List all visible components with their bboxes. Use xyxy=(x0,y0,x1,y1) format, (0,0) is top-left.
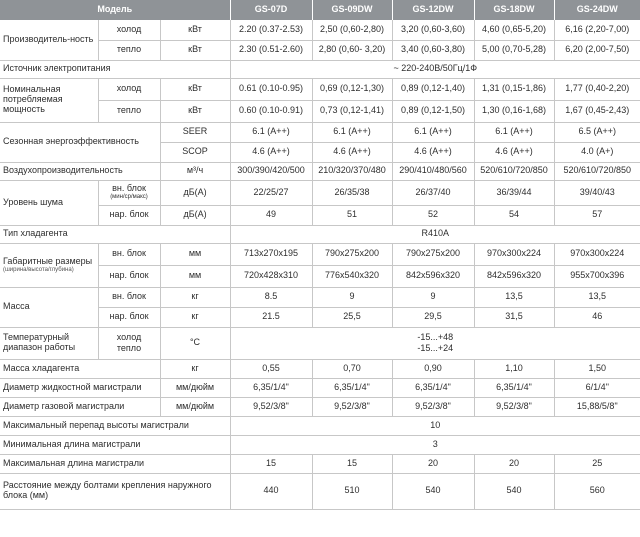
temp-range-values-cell xyxy=(230,327,640,359)
value-cell: 6,16 (2,20-7,00) xyxy=(554,20,640,40)
mode-label: тепло xyxy=(98,100,160,122)
max-height-row xyxy=(0,416,640,435)
unit-label: °С xyxy=(160,327,230,359)
value-cell: 6,20 (2,00-7,50) xyxy=(554,40,640,60)
min-length-row xyxy=(0,435,640,454)
value-cell: 4.6 (A++) xyxy=(474,142,554,162)
value-cell: 440 xyxy=(230,473,312,509)
refrigerant-mass-label: Масса хладагента xyxy=(0,359,160,378)
value-cell: 51 xyxy=(312,205,392,225)
unit-label: кг xyxy=(160,359,230,378)
gas-pipe-row xyxy=(0,397,640,416)
value-cell: 776x540x320 xyxy=(312,265,392,287)
mode-label: холод xyxy=(98,78,160,100)
value-cell: 54 xyxy=(474,205,554,225)
temp-cool-value: -15...+48 xyxy=(417,332,454,342)
value-cell: 4.6 (A++) xyxy=(392,142,474,162)
value-cell: 15 xyxy=(230,454,312,473)
value-cell: 46 xyxy=(554,307,640,327)
mode-label: вн. блок xyxy=(112,183,146,194)
value-cell: 0.61 (0.10-0.95) xyxy=(230,78,312,100)
weight-label: Масса xyxy=(0,287,98,327)
model-header-label: Модель xyxy=(0,0,230,20)
value-cell: 0,89 (0,12-1,50) xyxy=(392,100,474,122)
value-cell: 520/610/720/850 xyxy=(474,162,554,180)
value-cell: 0,69 (0,12-1,30) xyxy=(312,78,392,100)
value-cell: 26/37/40 xyxy=(392,180,474,205)
model-header: GS-12DW xyxy=(392,0,474,20)
mode-label: холод xyxy=(116,332,142,342)
value-cell: 560 xyxy=(554,473,640,509)
power-consumption-label: Номинальная потребляемая мощность xyxy=(0,78,98,122)
value-cell: 300/390/420/500 xyxy=(230,162,312,180)
unit-label: м³/ч xyxy=(160,162,230,180)
value-cell: 4.0 (A+) xyxy=(554,142,640,162)
value-cell: 20 xyxy=(474,454,554,473)
dimensions-label-cell xyxy=(0,243,98,287)
dimensions-indoor-row xyxy=(0,243,640,265)
value-cell: 1,10 xyxy=(474,359,554,378)
value-cell: 26/35/38 xyxy=(312,180,392,205)
value-cell: 790x275x200 xyxy=(312,243,392,265)
max-height-value: 10 xyxy=(230,416,640,435)
mode-label: нар. блок xyxy=(98,205,160,225)
min-length-value: 3 xyxy=(230,435,640,454)
unit-label: дБ(А) xyxy=(160,205,230,225)
value-cell: 6,35/1/4" xyxy=(392,378,474,397)
value-cell: 22/25/27 xyxy=(230,180,312,205)
max-length-row xyxy=(0,454,640,473)
value-cell: 9,52/3/8" xyxy=(392,397,474,416)
refrigerant-value: R410A xyxy=(230,225,640,243)
capacity-cool-row xyxy=(0,20,640,40)
value-cell: 0,90 xyxy=(392,359,474,378)
model-header: GS-24DW xyxy=(554,0,640,20)
unit-label: мм/дюйм xyxy=(160,397,230,416)
value-cell: 6,35/1/4" xyxy=(230,378,312,397)
value-cell: 49 xyxy=(230,205,312,225)
value-cell: 4.6 (A++) xyxy=(312,142,392,162)
airflow-label: Воздухопроизводительность xyxy=(0,162,160,180)
value-cell: 8.5 xyxy=(230,287,312,307)
liquid-pipe-row xyxy=(0,378,640,397)
value-cell: 29,5 xyxy=(392,307,474,327)
value-cell: 9,52/3/8" xyxy=(312,397,392,416)
noise-note: (мин/ср/макс) xyxy=(110,194,148,201)
value-cell: 3,40 (0,60-3,80) xyxy=(392,40,474,60)
value-cell: 6/1/4" xyxy=(554,378,640,397)
value-cell: 955x700x396 xyxy=(554,265,640,287)
unit-label: кВт xyxy=(160,40,230,60)
mode-label: вн. блок xyxy=(98,287,160,307)
value-cell: 25,5 xyxy=(312,307,392,327)
value-cell: 540 xyxy=(474,473,554,509)
value-cell: 720x428x310 xyxy=(230,265,312,287)
model-header: GS-18DW xyxy=(474,0,554,20)
bolt-distance-label: Расстояние между болтами крепления наружного блока (мм) xyxy=(0,473,230,509)
unit-label: мм/дюйм xyxy=(160,378,230,397)
airflow-row xyxy=(0,162,640,180)
seer-label: SEER xyxy=(160,122,230,142)
unit-label: кВт xyxy=(160,78,230,100)
power-source-value: ~ 220-240В/50Гц/1Ф xyxy=(230,60,640,78)
value-cell: 970x300x224 xyxy=(554,243,640,265)
value-cell: 13,5 xyxy=(554,287,640,307)
value-cell: 25 xyxy=(554,454,640,473)
value-cell: 510 xyxy=(312,473,392,509)
model-header: GS-09DW xyxy=(312,0,392,20)
bolt-distance-row xyxy=(0,473,640,509)
temp-range-label: Температурный диапазон работы xyxy=(0,327,98,359)
refrigerant-mass-row xyxy=(0,359,640,378)
unit-label: кг xyxy=(160,287,230,307)
value-cell: 2,50 (0,60-2,80) xyxy=(312,20,392,40)
value-cell: 5,00 (0,70-5,28) xyxy=(474,40,554,60)
unit-label: дБ(А) xyxy=(160,180,230,205)
max-height-label: Максимальный перепад высоты магистрали xyxy=(0,416,230,435)
temp-range-row xyxy=(0,327,640,359)
gas-pipe-label: Диаметр газовой магистрали xyxy=(0,397,160,416)
weight-indoor-row xyxy=(0,287,640,307)
value-cell: 6.1 (A++) xyxy=(392,122,474,142)
temp-heat-value: -15...+24 xyxy=(417,343,454,353)
efficiency-label: Сезонная энергоэффективность xyxy=(0,122,160,162)
value-cell: 2,80 (0,60- 3,20) xyxy=(312,40,392,60)
value-cell: 9 xyxy=(312,287,392,307)
value-cell: 6.1 (A++) xyxy=(474,122,554,142)
value-cell: 1,30 (0,16-1,68) xyxy=(474,100,554,122)
unit-label: кВт xyxy=(160,20,230,40)
value-cell: 0,55 xyxy=(230,359,312,378)
unit-label: кг xyxy=(160,307,230,327)
value-cell: 0.60 (0.10-0.91) xyxy=(230,100,312,122)
value-cell: 36/39/44 xyxy=(474,180,554,205)
mode-label: тепло xyxy=(98,40,160,60)
noise-label: Уровень шума xyxy=(0,180,98,225)
power-source-label: Источник электропитания xyxy=(0,60,230,78)
value-cell: 15 xyxy=(312,454,392,473)
value-cell: 20 xyxy=(392,454,474,473)
value-cell: 0,70 xyxy=(312,359,392,378)
power-cool-row xyxy=(0,78,640,100)
value-cell: 6.1 (A++) xyxy=(312,122,392,142)
value-cell: 4.6 (A++) xyxy=(230,142,312,162)
value-cell: 9 xyxy=(392,287,474,307)
liquid-pipe-label: Диаметр жидкостной магистрали xyxy=(0,378,160,397)
value-cell: 790x275x200 xyxy=(392,243,474,265)
refrigerant-row xyxy=(0,225,640,243)
value-cell: 842x596x320 xyxy=(474,265,554,287)
value-cell: 4,60 (0,65-5,20) xyxy=(474,20,554,40)
value-cell: 2.20 (0.37-2.53) xyxy=(230,20,312,40)
dimensions-label: Габаритные размеры xyxy=(3,255,93,266)
model-header: GS-07D xyxy=(230,0,312,20)
unit-label: мм xyxy=(160,265,230,287)
value-cell: 970x300x224 xyxy=(474,243,554,265)
value-cell: 1,50 xyxy=(554,359,640,378)
value-cell: 6.5 (A++) xyxy=(554,122,640,142)
value-cell: 31,5 xyxy=(474,307,554,327)
dimensions-note: (ширина/высота/глубина) xyxy=(3,266,74,273)
mode-label: нар. блок xyxy=(98,307,160,327)
scop-label: SCOP xyxy=(160,142,230,162)
value-cell: 713x270x195 xyxy=(230,243,312,265)
value-cell: 842x596x320 xyxy=(392,265,474,287)
mode-label: тепло xyxy=(116,343,142,353)
value-cell: 290/410/480/560 xyxy=(392,162,474,180)
value-cell: 2.30 (0.51-2.60) xyxy=(230,40,312,60)
value-cell: 6,35/1/4" xyxy=(312,378,392,397)
value-cell: 6,35/1/4" xyxy=(474,378,554,397)
value-cell: 21.5 xyxy=(230,307,312,327)
max-length-label: Максимальная длина магистрали xyxy=(0,454,230,473)
value-cell: 3,20 (0,60-3,60) xyxy=(392,20,474,40)
value-cell: 1,67 (0,45-2,43) xyxy=(554,100,640,122)
value-cell: 1,31 (0,15-1,86) xyxy=(474,78,554,100)
noise-indoor-mode-cell xyxy=(98,180,160,205)
value-cell: 13,5 xyxy=(474,287,554,307)
value-cell: 6.1 (A++) xyxy=(230,122,312,142)
value-cell: 9,52/3/8" xyxy=(474,397,554,416)
unit-label: кВт xyxy=(160,100,230,122)
mode-label: холод xyxy=(98,20,160,40)
value-cell: 210/320/370/480 xyxy=(312,162,392,180)
mode-label: нар. блок xyxy=(98,265,160,287)
unit-label: мм xyxy=(160,243,230,265)
seer-row xyxy=(0,122,640,142)
value-cell: 57 xyxy=(554,205,640,225)
noise-indoor-row xyxy=(0,180,640,205)
min-length-label: Минимальная длина магистрали xyxy=(0,435,230,454)
capacity-label: Производитель-ность xyxy=(0,20,98,60)
value-cell: 52 xyxy=(392,205,474,225)
mode-label: вн. блок xyxy=(98,243,160,265)
value-cell: 0,73 (0,12-1,41) xyxy=(312,100,392,122)
header-row xyxy=(0,0,640,20)
value-cell: 15,88/5/8" xyxy=(554,397,640,416)
value-cell: 1,77 (0,40-2,20) xyxy=(554,78,640,100)
refrigerant-label: Тип хладагента xyxy=(0,225,230,243)
value-cell: 39/40/43 xyxy=(554,180,640,205)
value-cell: 520/610/720/850 xyxy=(554,162,640,180)
value-cell: 9,52/3/8" xyxy=(230,397,312,416)
power-source-row xyxy=(0,60,640,78)
value-cell: 0,89 (0,12-1,40) xyxy=(392,78,474,100)
value-cell: 540 xyxy=(392,473,474,509)
temp-modes-cell xyxy=(98,327,160,359)
